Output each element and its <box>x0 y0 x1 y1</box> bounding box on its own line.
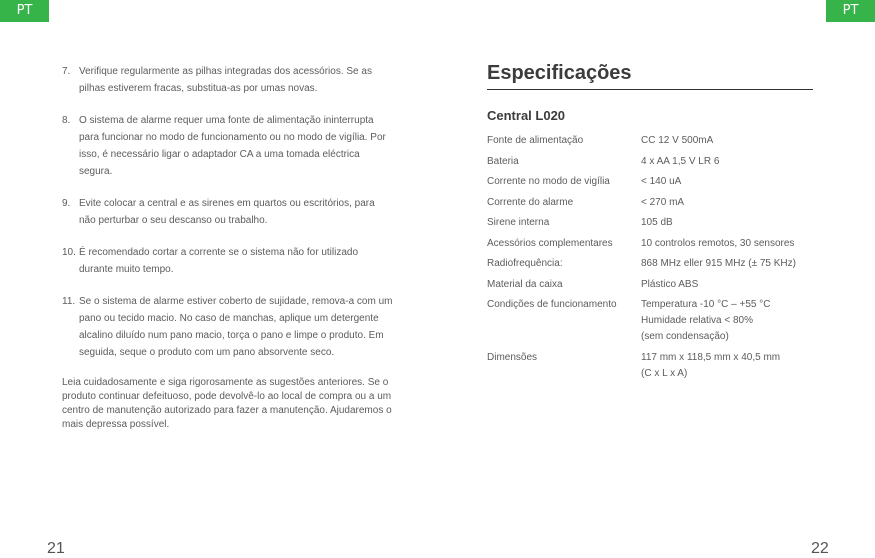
spec-value-line: (sem condensação) <box>641 331 729 342</box>
spec-value <box>641 297 813 350</box>
spec-value-line: 4 x AA 1,5 V LR 6 <box>641 155 720 167</box>
spec-value-line: 868 MHz eller 915 MHz (± 75 KHz) <box>641 258 796 269</box>
spec-value-line: 117 mm x 118,5 mm x 40,5 mm <box>641 351 781 363</box>
spec-label: Material da caixa <box>487 278 563 290</box>
item-number: 7. <box>62 66 71 77</box>
spec-value <box>641 215 813 236</box>
item-number: 8. <box>62 115 71 126</box>
spec-row <box>487 133 813 154</box>
spec-label: Condições de funcionamento <box>487 299 617 310</box>
list-item <box>62 293 394 361</box>
spec-row <box>487 350 813 387</box>
spec-row <box>487 215 813 236</box>
spec-value <box>641 154 813 175</box>
page-number-right: 22 <box>811 540 829 557</box>
spec-row <box>487 236 813 257</box>
language-tab-left: PT <box>0 0 49 22</box>
language-tab-right: PT <box>826 0 875 22</box>
spec-label: Bateria <box>487 155 519 167</box>
item-text: Verifique regularmente as pilhas integradas dos acessórios. Se as pilhas estiverem fracas, substitua-as por umas novas. <box>79 66 372 94</box>
list-item <box>62 244 394 278</box>
spec-label: Fonte de alimentação <box>487 135 584 146</box>
spec-label: Sirene interna <box>487 217 550 228</box>
spec-row <box>487 277 813 298</box>
spec-row <box>487 154 813 175</box>
spec-value <box>641 195 813 216</box>
spec-label: Radiofrequência: <box>487 258 563 269</box>
spec-value <box>641 350 813 387</box>
spec-table <box>487 133 813 386</box>
spec-value <box>641 133 813 154</box>
spec-value <box>641 256 813 277</box>
item-text: É recomendado cortar a corrente se o sistema não for utilizado durante muito tempo. <box>79 247 359 275</box>
spec-value-line: CC 12 V 500mA <box>641 135 714 146</box>
spec-value <box>641 236 813 257</box>
spec-value <box>641 174 813 195</box>
item-number: 10. <box>62 247 76 258</box>
spec-value-line: Plástico ABS <box>641 278 699 290</box>
page-title: Especificações <box>487 58 813 90</box>
item-number: 11. <box>62 296 76 307</box>
list-item <box>62 195 394 229</box>
spec-label: Corrente do alarme <box>487 196 574 208</box>
spec-row <box>487 297 813 350</box>
item-text: Evite colocar a central e as sirenes em quartos ou escritórios, para não perturbar o seu descanso ou trabalho. <box>79 198 375 226</box>
spec-value <box>641 277 813 298</box>
spec-value-line: 10 controlos remotos, 30 sensores <box>641 237 795 249</box>
spec-value-line: 105 dB <box>641 217 673 228</box>
spec-value-line: Humidade relativa < 80% <box>641 315 754 326</box>
spec-row <box>487 256 813 277</box>
spec-label: Corrente no modo de vigília <box>487 176 610 187</box>
item-number: 9. <box>62 198 71 209</box>
closing-paragraph: Leia cuidadosamente e siga rigorosamente as sugestões anteriores. Se o produto continuar defeituoso, pode devolvê-lo ao local de compra ou a um centro de manutenção autorizado para fazer a manutenção. Ajudaremos o mais depressa possível. <box>62 377 392 430</box>
spec-row <box>487 195 813 216</box>
specifications-section <box>487 58 813 386</box>
spec-value-line: < 140 uA <box>641 176 682 187</box>
list-item <box>62 112 394 180</box>
maintenance-list <box>62 63 394 432</box>
list-item <box>62 63 394 97</box>
item-text: O sistema de alarme requer uma fonte de alimentação ininterrupta para funcionar no modo de funcionamento ou no modo de vigília. Por isso, é necessário ligar o adaptador CA a uma tomada eléctrica segura. <box>79 115 386 177</box>
page-number-left: 21 <box>47 540 65 557</box>
spec-label: Acessórios complementares <box>487 237 613 249</box>
model-heading: Central L020 <box>487 108 566 123</box>
spec-value-line: Temperatura -10 °C – +55 °C <box>641 299 771 310</box>
spec-value-line: < 270 mA <box>641 196 685 208</box>
spec-label: Dimensões <box>487 351 538 363</box>
spec-value-line: (C x L x A) <box>641 367 688 379</box>
item-text: Se o sistema de alarme estiver coberto de sujidade, remova-a com um pano ou tecido macio. No caso de manchas, aplique um detergente alcalino diluído num pano macio, torça o pano e limpe o produto. Em seguida, seque o produto com um pano absorvente seco. <box>79 296 393 358</box>
spec-row <box>487 174 813 195</box>
